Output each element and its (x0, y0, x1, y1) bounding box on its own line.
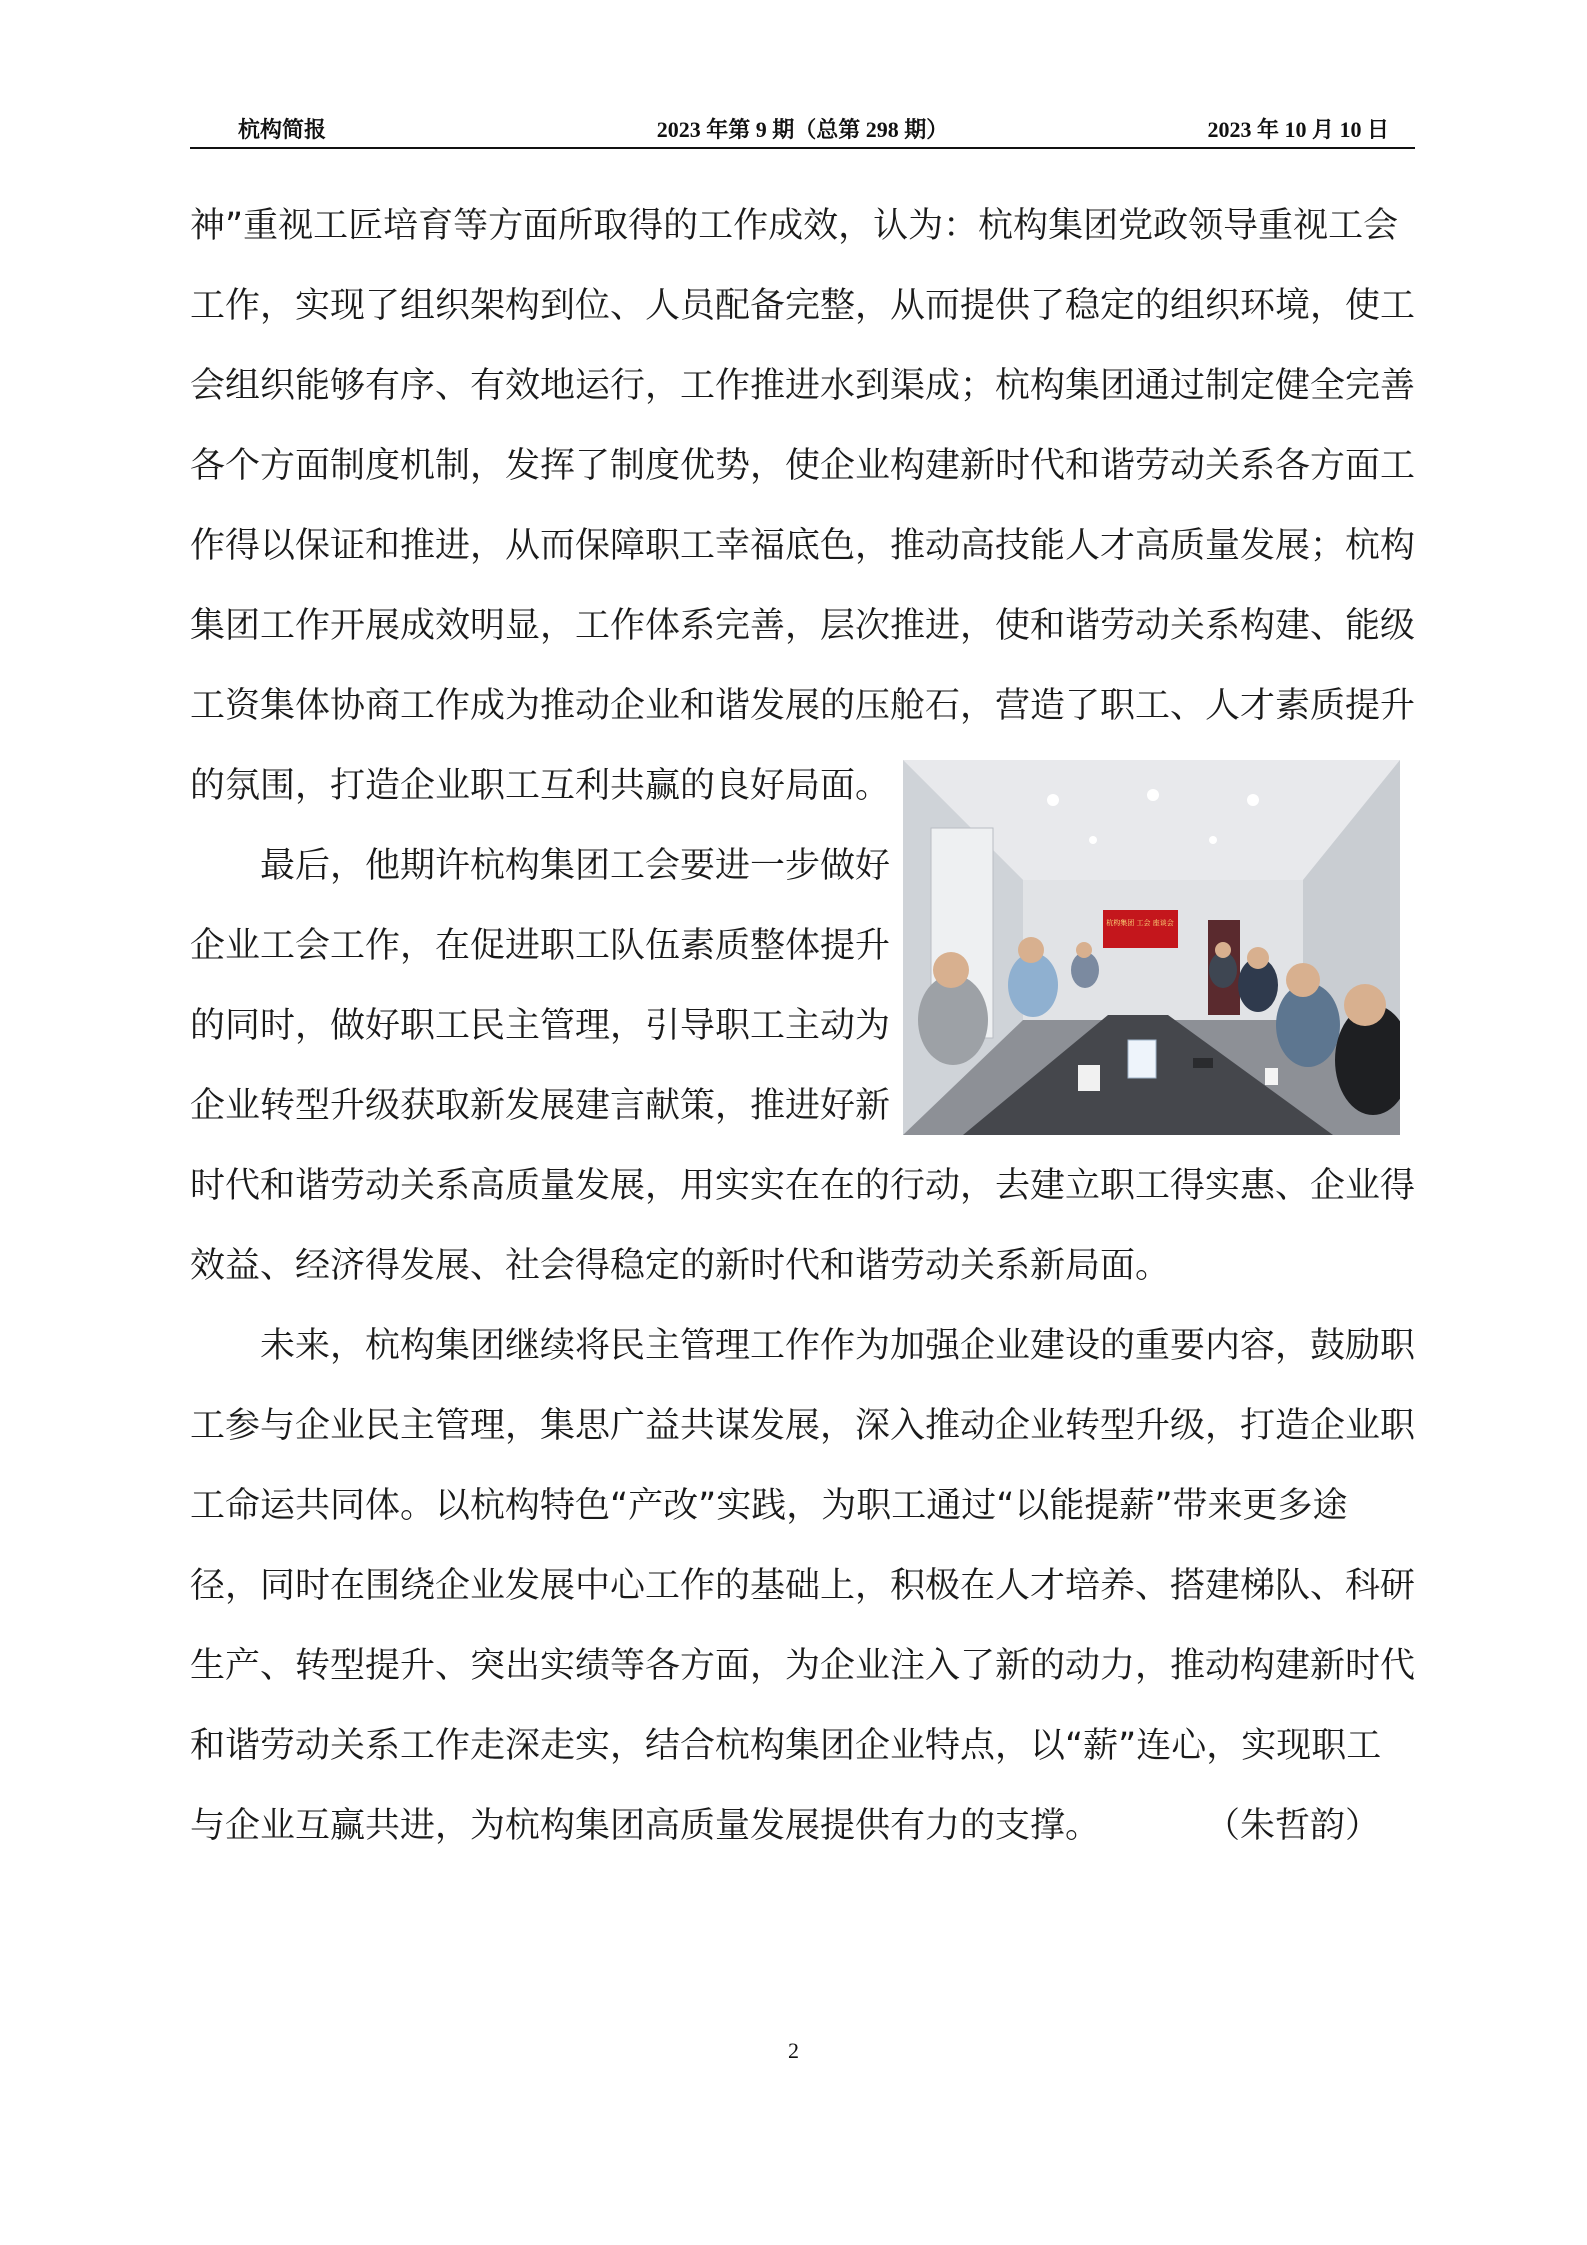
text-line: 工参与企业民主管理，集思广益共谋发展，深入推动企业转型升级，打造企业职 (190, 1406, 1416, 1446)
text-line: 企业转型升级获取新发展建言献策，推进好新 (190, 1086, 891, 1126)
text-line: 与企业互赢共进，为杭构集团高质量发展提供有力的支撑。 （朱哲韵） (190, 1806, 1381, 1846)
publication-name: 杭构简报 (238, 117, 327, 142)
text-line: 效益、经济得发展、社会得稳定的新时代和谐劳动关系新局面。 (190, 1246, 1171, 1286)
issue-date: 2023 年 10 月 10 日 (1207, 117, 1389, 142)
text-line: 作得以保证和推进，从而保障职工幸福底色，推动高技能人才高质量发展；杭构 (190, 526, 1416, 566)
meeting-photo (903, 760, 1400, 1135)
text-line: 集团工作开展成效明显，工作体系完善，层次推进，使和谐劳动关系构建、能级 (190, 606, 1416, 646)
banner-text: 杭构集团 工会 座谈会 (1106, 919, 1174, 927)
text-line: 的氛围，打造企业职工互利共赢的良好局面。 (190, 766, 891, 806)
text-line: 径，同时在围绕企业发展中心工作的基础上，积极在人才培养、搭建梯队、科研 (190, 1566, 1416, 1606)
text-line: 工资集体协商工作成为推动企业和谐发展的压舱石，营造了职工、人才素质提升 (190, 686, 1416, 726)
text-line: 企业工会工作，在促进职工队伍素质整体提升 (190, 926, 891, 966)
issue-number: 2023 年第 9 期（总第 298 期） (656, 117, 949, 142)
text-line: 和谐劳动关系工作走深走实，结合杭构集团企业特点，以“薪”连心，实现职工 (190, 1726, 1382, 1766)
text-line: 未来，杭构集团继续将民主管理工作作为加强企业建设的重要内容，鼓励职 (260, 1326, 1416, 1366)
text-line: 神”重视工匠培育等方面所取得的工作成效，认为：杭构集团党政领导重视工会 (190, 206, 1399, 246)
text-line: 会组织能够有序、有效地运行，工作推进水到渠成；杭构集团通过制定健全完善 (190, 366, 1416, 406)
text-line: 各个方面制度机制，发挥了制度优势，使企业构建新时代和谐劳动关系各方面工 (190, 446, 1416, 486)
text-line: 生产、转型提升、突出实绩等各方面，为企业注入了新的动力，推动构建新时代 (190, 1646, 1416, 1686)
text-line: 的同时，做好职工民主管理，引导职工主动为 (190, 1006, 891, 1046)
text-line: 工作，实现了组织架构到位、人员配备完整，从而提供了稳定的组织环境，使工 (190, 286, 1416, 326)
page-number: 2 (788, 2038, 799, 2063)
text-line: 时代和谐劳动关系高质量发展，用实实在在的行动，去建立职工得实惠、企业得 (190, 1166, 1416, 1206)
running-header (190, 113, 1415, 147)
text-line: 工命运共同体。以杭构特色“产改”实践，为职工通过“以能提薪”带来更多途 (190, 1486, 1348, 1526)
text-line: 最后，他期许杭构集团工会要进一步做好 (260, 846, 891, 886)
header-rule (190, 147, 1415, 149)
